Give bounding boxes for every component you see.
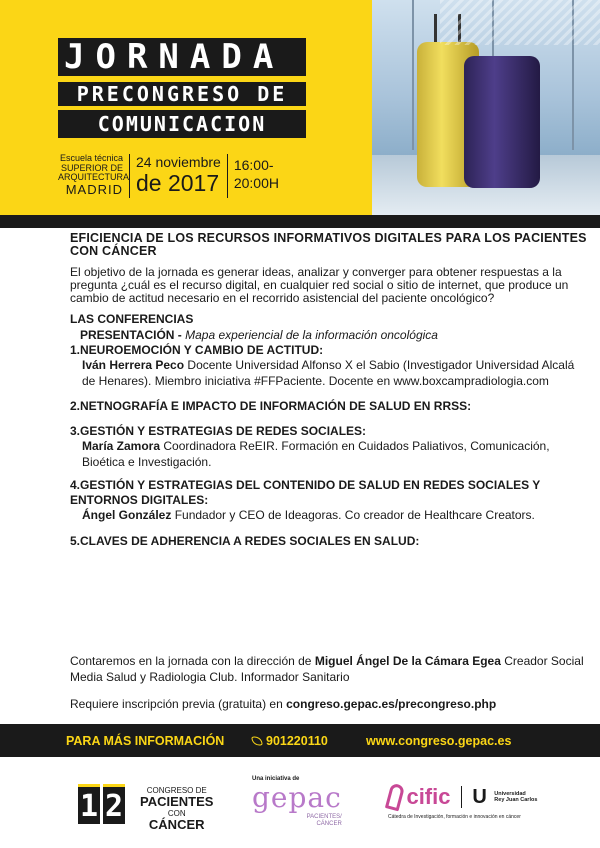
speaker-name: María Zamora (82, 439, 161, 453)
speaker-name: Iván Herrera Peco (82, 358, 185, 372)
event-title-block (58, 38, 306, 138)
logo-digit: 1 (78, 784, 100, 824)
registration-prefix: Requiere inscripción previa (gratuita) en (70, 697, 283, 711)
conference-title: 2.NETNOGRAFÍA E IMPACTO DE INFORMACIÓN DE SALUD EN RRSS: (70, 399, 472, 413)
speaker-name: Ángel González (82, 508, 172, 522)
logo-text: cific (406, 784, 451, 809)
speaker-desc: Fundador y CEO de Ideagoras. Co creador de Healthcare Creators. (174, 508, 535, 522)
event-date (130, 154, 228, 198)
cific-urjc-logo (388, 784, 537, 820)
logo-caption: Cátedra de Investigación, formación e innovación en cáncer (388, 814, 521, 820)
phone-contact[interactable] (252, 734, 328, 748)
event-time (228, 154, 279, 198)
venue (58, 154, 130, 198)
venue-line: Escuela técnica (59, 153, 123, 163)
congress-number-logo (78, 784, 125, 824)
logo-text: Universidad (494, 791, 526, 797)
header-divider (0, 215, 600, 228)
urjc-icon: U (472, 785, 487, 808)
info-bar (0, 724, 600, 757)
venue-line: SUPERIOR DE (60, 162, 123, 173)
registration-line (70, 697, 496, 711)
closing-paragraph (70, 654, 590, 685)
director-name: Miguel Ángel De la Cámara Egea (314, 654, 501, 668)
conference-title: 3.GESTIÓN Y ESTRATEGIAS DE REDES SOCIALES: (70, 424, 367, 438)
time-line: 16:00- (233, 157, 274, 173)
date-line: de 2017 (136, 170, 220, 196)
closing-suffix: Creador Social Media Salud y Radiologia Club. Informador Sanitario (70, 654, 584, 684)
logo-text: CON (167, 809, 186, 818)
conferences-heading: LAS CONFERENCIAS (70, 312, 194, 326)
conference-title: 1.NEUROEMOCIÓN Y CAMBIO DE ACTITUD: (70, 343, 324, 357)
event-title: JORNADA (58, 38, 306, 76)
logo-text: Rey Juan Carlos (494, 797, 538, 803)
header-banner (0, 0, 600, 228)
logo-separator (461, 786, 462, 808)
info-label: PARA MÁS INFORMACIÓN (66, 734, 225, 748)
registration-link[interactable]: congreso.gepac.es/precongreso.php (286, 697, 497, 711)
presentation-title: Mapa experiencial de la información oncológica (185, 328, 438, 342)
date-line: 24 noviembre (136, 154, 221, 170)
conference-speaker-info (70, 358, 590, 389)
logo-text: CONGRESO DE (146, 786, 207, 795)
sponsor-logos (0, 770, 600, 840)
speaker-desc: Coordinadora ReEIR. Formación en Cuidados Paliativos, Comunicación, Bioética e Investigación. (82, 439, 550, 469)
logo-text: Una iniciativa de (252, 776, 300, 782)
window-frame (412, 0, 414, 150)
time-line: 20:00H (233, 175, 279, 191)
presentation (70, 328, 590, 343)
purple-suitcase (464, 56, 540, 188)
logo-digit: 2 (103, 784, 125, 824)
website-link[interactable]: www.congreso.gepac.es (366, 734, 512, 748)
suitcase-handle (434, 14, 437, 44)
venue-city: MADRID (65, 181, 123, 197)
cancer-ribbon-icon (385, 783, 405, 812)
main-content (70, 232, 590, 549)
event-subtitle-1: PRECONGRESO DE (58, 82, 306, 106)
conference-speaker-info (70, 439, 590, 470)
conference-title: 4.GESTIÓN Y ESTRATEGIAS DEL CONTENIDO DE SALUD EN REDES SOCIALES Y ENTORNOS DIGITALES: (70, 478, 541, 507)
logo-text: CÁNCER (148, 817, 205, 832)
logo-text: PACIENTES (140, 794, 214, 809)
event-info-row (58, 154, 279, 198)
venue-line: ARQUITECTURA (58, 172, 130, 182)
congreso-logo-text (140, 786, 213, 832)
event-subtitle-2: COMUNICACION (58, 110, 306, 138)
intro-paragraph: El objetivo de la jornada es generar ideas, analizar y converger para obtener respuestas a la pregunta ¿cuál es el recurso digital, en cualquier red social o sitio de internet, que produce un cambio de actitud necesario en el recorrido asistencial del paciente oncológico? (70, 265, 569, 305)
logo-text: CÁNCER (316, 821, 342, 827)
conference-speaker-info (70, 508, 590, 524)
phone-icon (251, 735, 263, 747)
main-heading: EFICIENCIA DE LOS RECURSOS INFORMATIVOS DIGITALES PARA LOS PACIENTES CON CÁNCER (70, 231, 587, 258)
presentation-label: PRESENTACIÓN - (80, 328, 182, 342)
logo-text: PACIENTES/ (306, 814, 342, 820)
closing-prefix: Contaremos en la jornada con la dirección de (70, 654, 312, 668)
speaker-desc: Docente Universidad Alfonso X el Sabio (Investigador Universidad Alcalá de Henares). Miembro iniciativa #FFPaciente. Docente en www.boxcampradiologia.com (82, 358, 575, 388)
conference-title: 5.CLAVES DE ADHERENCIA A REDES SOCIALES EN SALUD: (70, 533, 420, 548)
gepac-logo (252, 776, 342, 828)
logo-text: gepac (252, 781, 342, 814)
phone-number: 901220110 (266, 734, 328, 748)
urjc-name (494, 791, 537, 803)
diagonal-stripes (440, 0, 600, 45)
